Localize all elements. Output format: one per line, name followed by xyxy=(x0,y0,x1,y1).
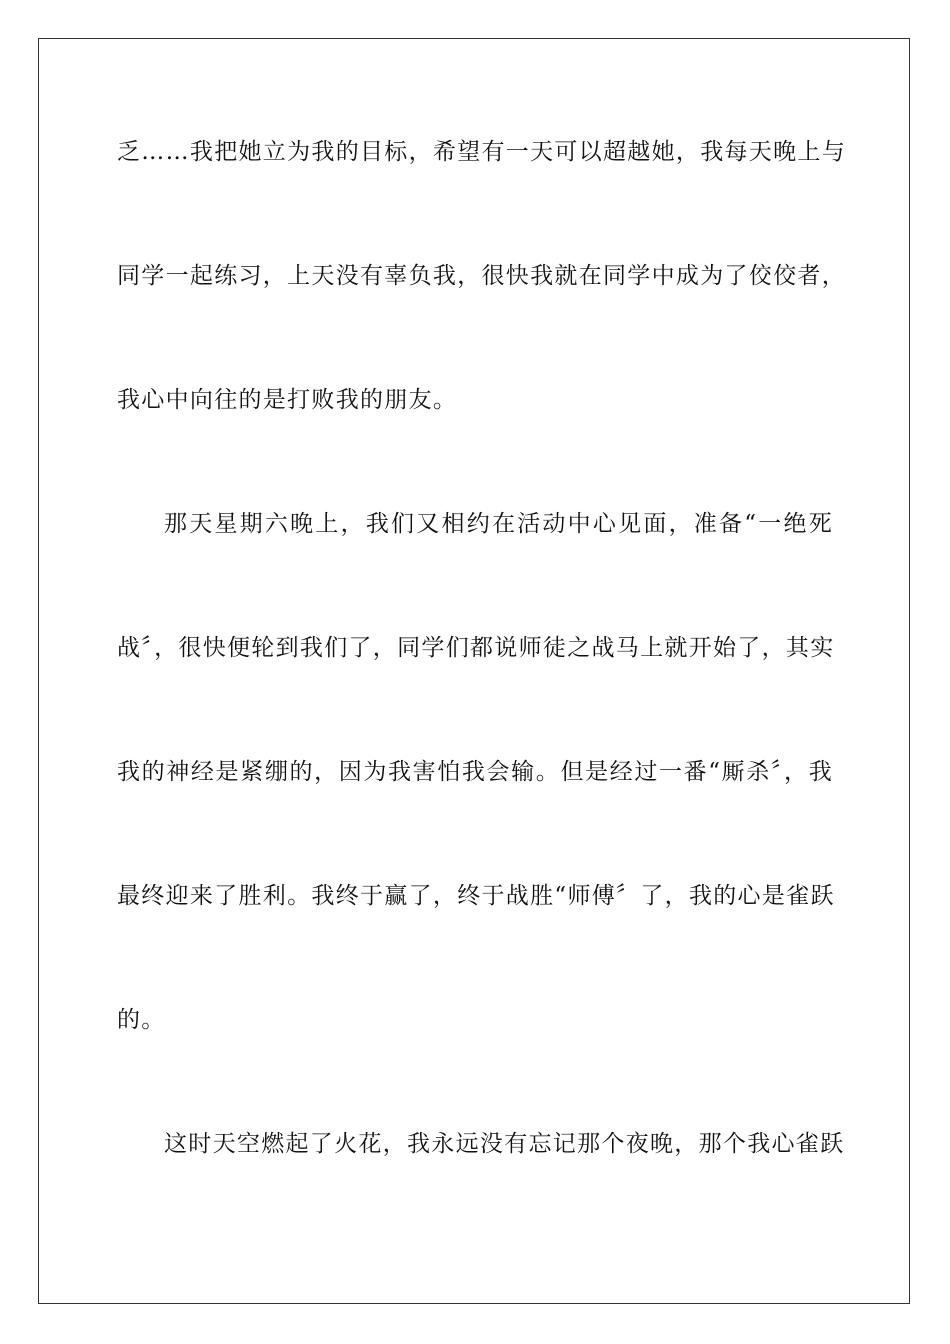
text-line-6: 我的神经是紧绷的，因为我害怕我会输。但是经过一番“厮杀〞，我 xyxy=(117,759,833,785)
text-line-7: 最终迎来了胜利。我终于赢了，终于战胜“师傅〞了，我的心是雀跃 xyxy=(117,883,835,909)
text-line-5: 战〞，很快便轮到我们了，同学们都说师徒之战马上就开始了，其实 xyxy=(117,635,835,661)
text-line-1: 乏……我把她立为我的目标，希望有一天可以超越她，我每天晚上与 xyxy=(117,139,846,165)
text-line-4: 那天星期六晚上，我们又相约在活动中心见面，准备“一绝死 xyxy=(164,511,833,537)
page-border xyxy=(38,38,910,1304)
text-line-8: 的。 xyxy=(117,1007,166,1033)
text-line-3: 我心中向往的是打败我的朋友。 xyxy=(117,387,458,413)
text-line-2: 同学一起练习，上天没有辜负我，很快我就在同学中成为了佼佼者， xyxy=(117,263,846,289)
text-line-9: 这时天空燃起了火花，我永远没有忘记那个夜晚，那个我心雀跃 xyxy=(164,1131,845,1157)
